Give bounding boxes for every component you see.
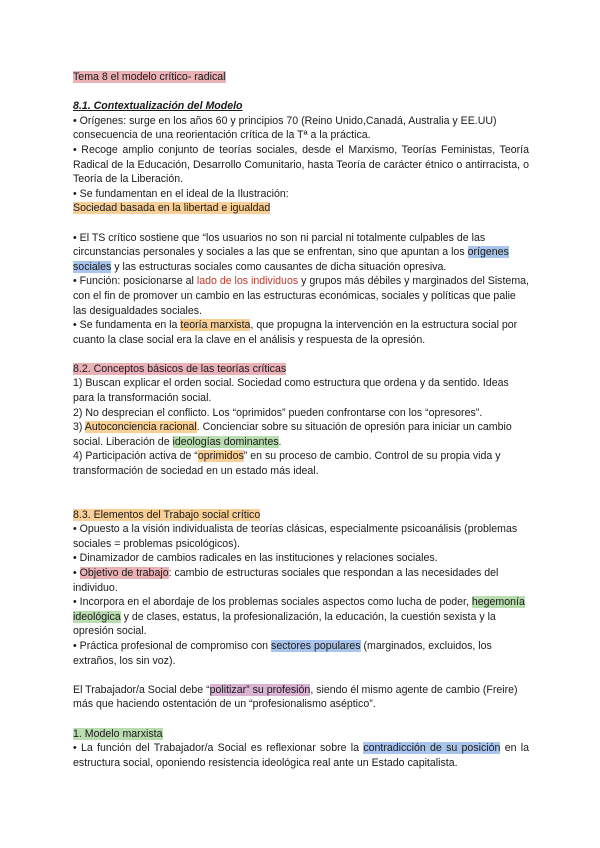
highlight-origenes-sociales: orígenes sociales [73, 246, 509, 273]
paragraph-origenes: • Orígenes: surge en los años 60 y principios 70 (Reino Unido,Canadá, Australia y EE.UU) consecuencia de una reorientación crítica de la Tª a la práctica. [73, 114, 497, 142]
document-page [73, 70, 529, 770]
element-4: • Incorpora en el abordaje de los problemas sociales aspectos como lucha de poder, hegemonía ideológica y de clases, estatus, la profesionalización, la educación, la cuestión sexista y la opresión social. [73, 596, 525, 638]
highlight-contradiccion: contradicción de su posición [363, 742, 501, 755]
highlight-ideologias: ideologías dominantes [172, 435, 279, 448]
concept-1: 1) Buscan explicar el orden social. Sociedad como estructura que ordena y da sentido. Ideas para la transformación social. [73, 377, 509, 405]
paragraph-ts-critico: • El TS crítico sostiene que “los usuarios no son ni parcial ni totalmente culpables de las circunstancias personales y sociales a las que se enfrentan, sino que apuntan a los orígenes sociales y las estructuras sociales como causantes de dicha situación opresiva. [73, 231, 509, 273]
paragraph-trabajador: El Trabajador/a Social debe “politizar” su profesión, siendo él mismo agente de cambio (Freire) más que haciendo ostentación de un “profesionalismo aséptico”. [73, 683, 518, 711]
element-1: • Opuesto a la visión individualista de teorías clásicas, especialmente psicoanálisis (problemas sociales = problemas psicológicos). [73, 523, 518, 550]
concept-4: 4) Participación activa de “oprimidos” en su proceso de cambio. Control de su propia vida y transformación de sociedad en un estado más ideal. [73, 450, 501, 478]
document-title [73, 70, 529, 85]
paragraph-marxista: • La función del Trabajador/a Social es reflexionar sobre la contradicción de su posición en la estructura social, oponiendo resistencia ideológica real ante un Estado capitalista. [73, 742, 530, 769]
paragraph-funcion: • Función: posicionarse al lado de los individuos y grupos más débiles y marginados del Sistema, con el fin de promover un cambio en las estructuras económicas, sociales y políticas que palie las desigualdades sociales. [73, 275, 529, 317]
section-8-1-heading: 8.1. Contextualización del Modelo [73, 100, 243, 113]
highlight-sectores: sectores populares [271, 639, 361, 652]
red-text-lado-individuos: lado de los individuos [196, 275, 299, 288]
paragraph-fundamentan: • Se fundamentan en el ideal de la Ilustración: [73, 187, 289, 200]
paragraph-recoge: • Recoge amplio conjunto de teorías sociales, desde el Marxismo, Teorías Feministas, Teoría Radical de la Educación, Desarrollo Comunitario, hasta Teoría de carácter étnico o antirracista, o Teoría de la Liberación. [73, 143, 529, 186]
highlight-teoria-marxista: teoría marxista [180, 319, 251, 332]
concept-2: 2) No desprecian el conflicto. Los “oprimidos” pueden confrontarse con los “opresores”. [73, 406, 483, 419]
highlight-politizar: politizar” su profesión [209, 683, 311, 696]
element-3: • Objetivo de trabajo: cambio de estructuras sociales que respondan a las necesidades del individuo. [73, 567, 499, 594]
section-8-3-heading: 8.3. Elementos del Trabajo social crítico [73, 508, 261, 521]
section-8-2-heading: 8.2. Conceptos básicos de las teorías críticas [73, 362, 287, 375]
title-highlight: Tema 8 el modelo crítico- radical [73, 71, 226, 83]
element-5: • Práctica profesional de compromiso con sectores populares (marginados, excluidos, los extraños, los sin voz). [73, 639, 492, 667]
highlight-sociedad: Sociedad basada en la libertad e igualdad [73, 202, 271, 215]
paragraph-sociedad [73, 201, 529, 216]
paragraph-fundamenta: • Se fundamenta en la teoría marxista, que propugna la intervención en la estructura social por cuanto la clase social era la clave en el análisis y respuesta de la opresión. [73, 319, 518, 346]
highlight-oprimidos: oprimidos [197, 450, 244, 463]
element-2: • Dinamizador de cambios radicales en las instituciones y relaciones sociales. [73, 552, 438, 565]
highlight-autoconciencia: Autoconciencia racional [84, 421, 197, 434]
modelo-marxista-heading: 1. Modelo marxista [73, 727, 163, 740]
highlight-objetivo: Objetivo de trabajo [79, 567, 169, 579]
concept-3: 3) Autoconciencia racional. Concienciar sobre su situación de opresión para iniciar un cambio social. Liberación de ideologías dominantes. [73, 421, 512, 448]
highlight-hegemonia: hegemonía ideológica [73, 596, 525, 623]
